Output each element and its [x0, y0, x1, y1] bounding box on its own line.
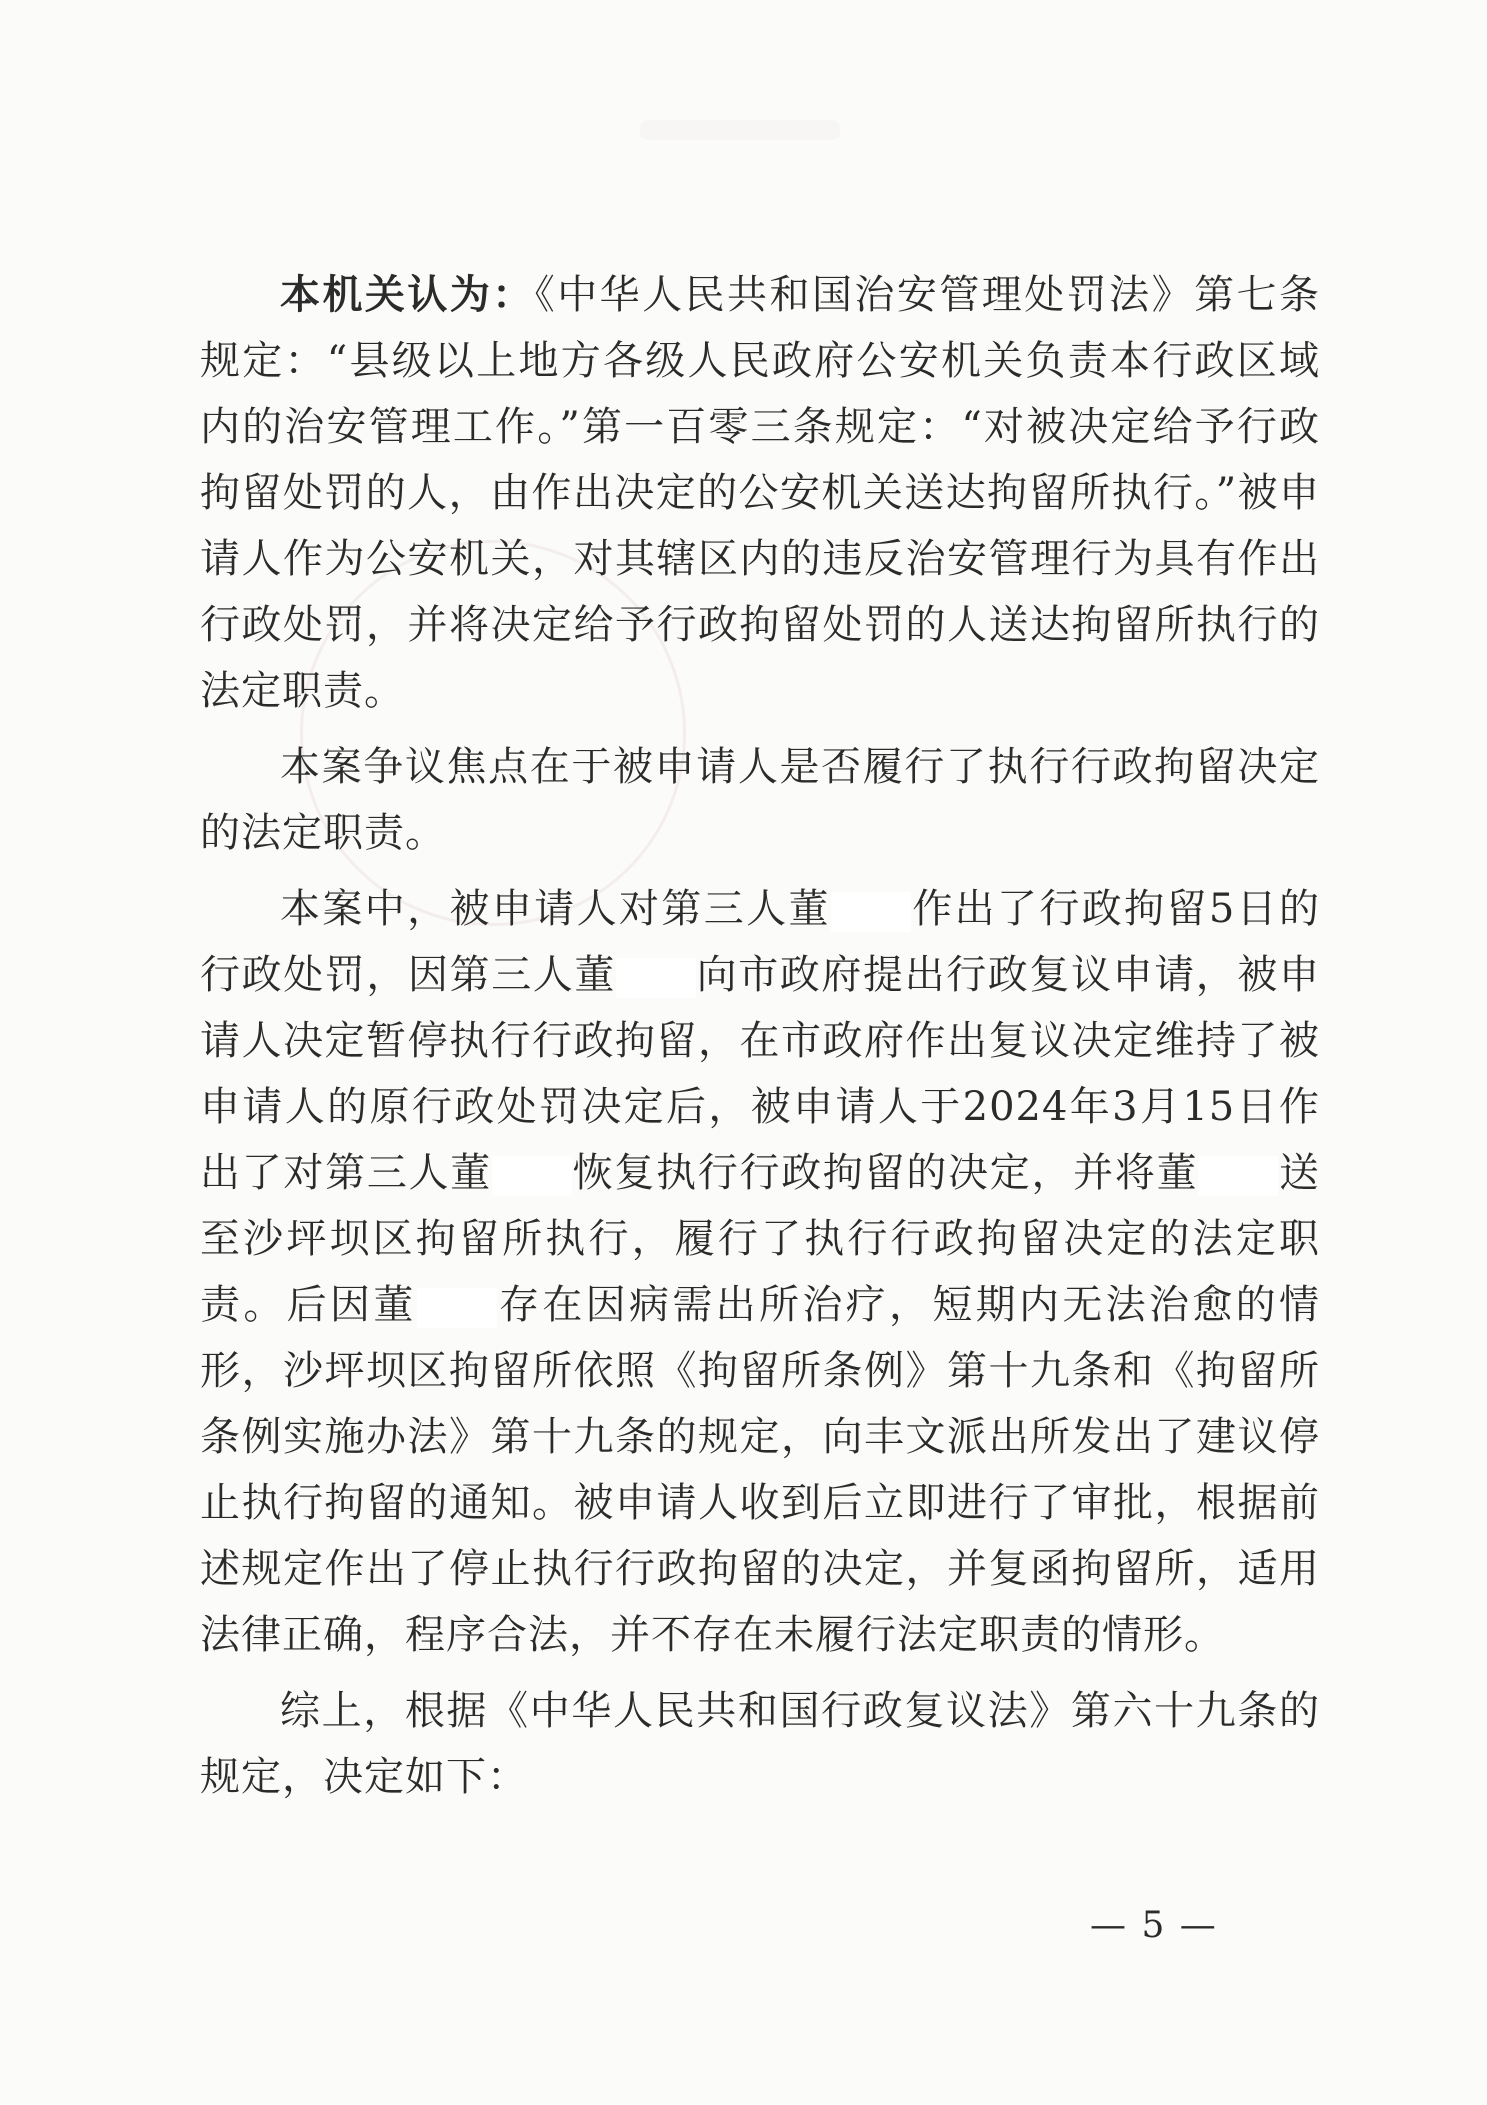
- redaction-block: [417, 1288, 497, 1328]
- faint-header-mark: [640, 120, 840, 140]
- text-segment: 送至沙坪坝区拘留所执行，履行了执行行政拘留决定的法定职责。后因董: [200, 1150, 1321, 1328]
- paragraph-case-facts: [200, 876, 1320, 1668]
- paragraph-opinion: [200, 262, 1320, 724]
- paragraph-text: 综上，根据《中华人民共和国行政复议法》第六十九条的规定，决定如下：: [200, 1688, 1320, 1800]
- page-number: — 5 —: [1090, 1905, 1218, 1946]
- paragraph-text: 本案争议焦点在于被申请人是否履行了执行行政拘留决定的法定职责。: [200, 744, 1320, 856]
- redaction-block: [492, 1156, 572, 1196]
- paragraph-dispute-focus: [200, 734, 1320, 866]
- paragraph-lead: 本机关认为：: [280, 272, 535, 318]
- text-segment: 作出了行政拘留5日的行政处罚，因第三人董: [200, 886, 1321, 998]
- redaction-block: [1198, 1156, 1278, 1196]
- redaction-block: [831, 892, 911, 932]
- text-segment: 本案中，被申请人对第三人董: [280, 886, 831, 932]
- text-segment: 存在因病需出所治疗，短期内无法治愈的情形，沙坪坝区拘留所依照《拘留所条例》第十九条和《拘留所条例实施办法》第十九条的规定，向丰文派出所发出了建议停止执行拘留的通知。被申请人收到后立即进行了审批，根据前述规定作出了停止执行行政拘留的决定，并复函拘留所，适用法律正确，程序合法，并不存在未履行法定职责的情形。: [200, 1282, 1321, 1658]
- redaction-block: [616, 958, 696, 998]
- document-body: [200, 262, 1320, 1810]
- text-segment: 恢复执行行政拘留的决定，并将董: [571, 1150, 1199, 1196]
- paragraph-text: 《中华人民共和国治安管理处罚法》第七条规定：“县级以上地方各级人民政府公安机关负责本行政区域内的治安管理工作。”第一百零三条规定：“对被决定给予行政拘留处罚的人，由作出决定的公安机关送达拘留所执行。”被申请人作为公安机关，对其辖区内的违反治安管理行为具有作出行政处罚，并将决定给予行政拘留处罚的人送达拘留所执行的法定职责。: [200, 272, 1320, 714]
- paragraph-conclusion: [200, 1678, 1320, 1810]
- text-segment: 向市政府提出行政复议申请，被申请人决定暂停执行行政拘留，在市政府作出复议决定维持了被申请人的原行政处罚决定后，被申请人于2024年3月15日作出了对第三人董: [200, 952, 1320, 1196]
